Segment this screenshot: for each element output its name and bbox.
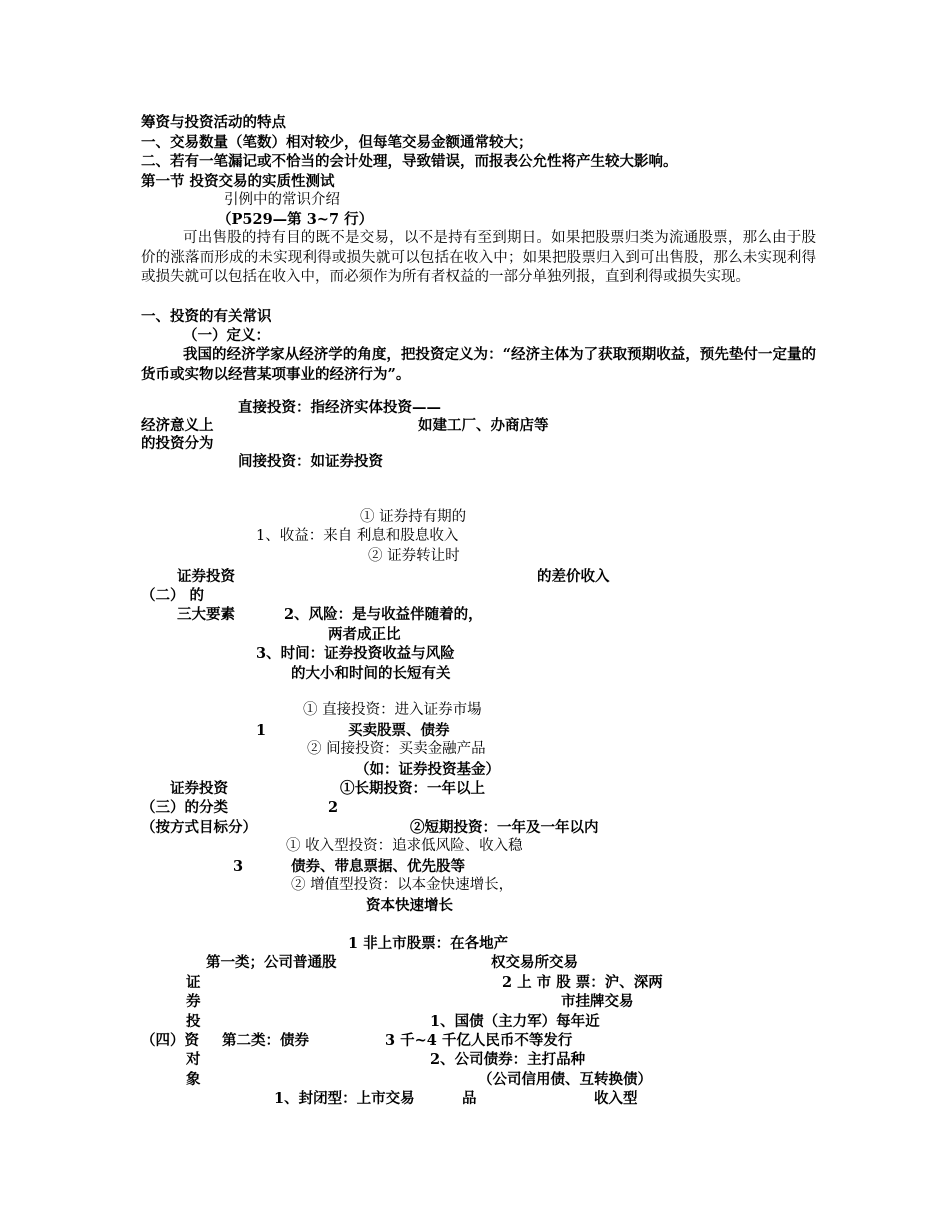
class-direct: ① 直接投资：进入证券市場	[303, 702, 482, 718]
class-indirect-detail: （如：证券投资基金）	[355, 761, 500, 778]
elements-left-c: 三大要素	[177, 606, 235, 623]
class-num-1: 1	[256, 722, 267, 739]
corporate-bond: 2、公司债券：主打品种	[430, 1051, 586, 1068]
class-left-b: （三）的分类	[141, 799, 228, 816]
category-1: 第一类；公司普通股	[206, 954, 337, 971]
listed-stock-detail: 市挂牌交易	[561, 993, 634, 1010]
obj-v5: 对	[186, 1051, 201, 1068]
category-2: 第二类：债券	[222, 1032, 309, 1049]
return-item: 1、收益：来自 利息和股息收入	[256, 528, 459, 544]
time-detail: 的大小和时间的长短有关	[291, 665, 451, 682]
class-income: ① 收入型投资：追求低风险、收入稳	[286, 838, 523, 854]
fund-pin: 品	[462, 1090, 477, 1107]
obj-v2: 券	[186, 993, 201, 1010]
class-growth: ② 增值型投资：以本金快速增长，	[291, 877, 514, 893]
obj-v1: 证	[186, 974, 201, 991]
direct-investment-detail: 如建工厂、办商店等	[418, 417, 549, 434]
indirect-investment: 间接投资：如证券投资	[238, 453, 383, 470]
point-1: 一、交易数量（笔数）相对较少，但每笔交易金额通常较大；	[141, 134, 533, 151]
obj-v3: 投	[186, 1013, 201, 1030]
reference: （P529—第 3~7 行）	[217, 211, 374, 228]
class-short: ②短期投资：一年及一年以内	[410, 819, 599, 836]
section-heading: 第一节 投资交易的实质性测试	[141, 173, 335, 190]
class-direct-detail: 买卖股票、债券	[348, 722, 450, 739]
class-left-c: （按方式目标分）	[141, 819, 257, 836]
corporate-bond-detail: （公司信用债、互转换债）	[478, 1071, 652, 1088]
closed-fund: 1、封闭型：上市交易	[274, 1090, 415, 1107]
elements-left-b: （二） 的	[141, 587, 205, 604]
class-income-detail: 债券、带息票据、优先股等	[291, 858, 465, 875]
subheading: 引例中的常识介绍	[224, 192, 340, 208]
class-num-3: 3	[233, 858, 244, 875]
investment-heading: 一、投资的有关常识	[141, 308, 272, 325]
obj-v6: 象	[186, 1071, 201, 1088]
return-diff: 的差价收入	[537, 568, 610, 585]
paragraph-available-for-sale: 可出售股的持有目的既不是交易，以不是持有至到期日。如果把股票归类为流通股票，那么由于股价的涨落而形成的未实现利得或损失就可以包括在收入中；如果把股票归入到可出售股，那么未实现利得或损失就可以包括在收入中，而必须作为所有者权益的一部分单独列报，直到利得或损失实现。	[141, 230, 816, 285]
return-source-2: ② 证券转让时	[368, 548, 460, 564]
listed-stock: 2 上 市 股 票：沪、深两	[502, 974, 663, 991]
definition-text: 我国的经济学家从经济学的角度，把投资定义为：“经济主体为了获取预期收益，预先垫付一定量的货币或实物以经营某项事业的经济行为”。	[141, 346, 816, 383]
return-source-1: ① 证券持有期的	[360, 509, 467, 525]
econ-left-2: 的投资分为	[141, 435, 214, 452]
unlisted-stock-detail: 权交易所交易	[491, 954, 578, 971]
unlisted-stock: 1 非上市股票：在各地产	[348, 935, 509, 952]
class-indirect: ② 间接投资：买卖金融产品	[307, 741, 486, 757]
class-long: ①长期投资：一年以上	[340, 780, 485, 797]
doc-title: 筹资与投资活动的特点	[141, 114, 286, 131]
direct-investment: 直接投资：指经济实体投资——	[238, 399, 441, 416]
point-2: 二、若有一笔漏记或不恰当的会计处理，导致错误，而报表公允性将产生较大影响。	[141, 153, 678, 170]
risk-detail: 两者成正比	[328, 626, 401, 643]
risk-item: 2、风险：是与收益伴随着的，	[284, 606, 483, 623]
class-left-a: 证券投资	[170, 780, 228, 797]
class-num-2: 2	[328, 799, 339, 816]
class-growth-detail: 资本快速增长	[366, 897, 453, 914]
treasury-bond: 1、国债（主力军）每年近	[430, 1013, 600, 1030]
income-type: 收入型	[594, 1090, 638, 1107]
treasury-bond-detail: 3 千~4 千亿人民币不等发行	[385, 1032, 573, 1049]
time-item: 3、时间：证券投资收益与风险	[256, 645, 455, 662]
definition-heading: （一）定义：	[183, 327, 270, 344]
elements-left-a: 证券投资	[177, 568, 235, 585]
econ-left-1: 经济意义上	[141, 417, 214, 434]
obj-v4: （四）资	[141, 1032, 199, 1049]
